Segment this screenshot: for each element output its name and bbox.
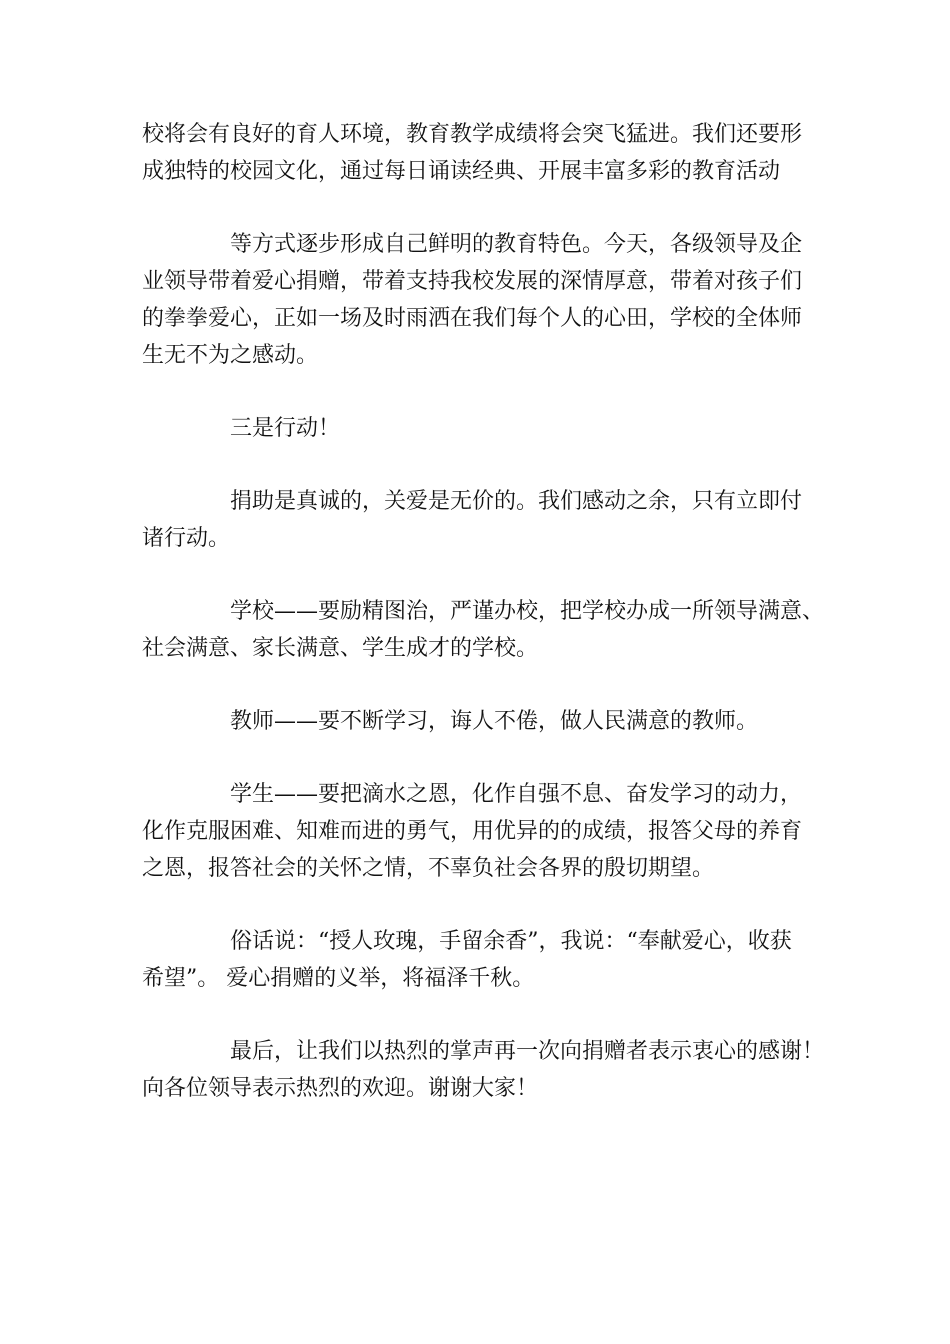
paragraph-5 [142, 593, 832, 667]
text-line: 最后，让我们以热烈的掌声再一次向捐赠者表示衷心的感谢！ [230, 1039, 825, 1064]
text-line: 捐助是真诚的，关爱是无价的。我们感动之余，只有立即付 [230, 489, 803, 514]
text-line: 成独特的校园文化，通过每日诵读经典、开展丰富多彩的教育活动 [142, 159, 781, 184]
paragraph-3 [142, 410, 832, 447]
text-line: 诸行动。 [142, 526, 231, 551]
text-line: 化作克服困难、知难而进的勇气，用优异的的成绩，报答父母的养育 [142, 819, 803, 844]
text-line: 教师——要不断学习，诲人不倦，做人民满意的教师。 [230, 709, 759, 734]
paragraph-2 [142, 226, 832, 374]
text-line: 之恩，报答社会的关怀之情，不辜负社会各界的殷切期望。 [142, 856, 715, 881]
text-line: 业领导带着爱心捐赠，带着支持我校发展的深情厚意，带着对孩子们 [142, 269, 803, 294]
paragraph-1 [142, 116, 832, 190]
document-body [142, 116, 832, 1143]
text-line: 俗话说：“授人玫瑰，手留余香”，我说：“奉献爱心，收获 [230, 929, 792, 954]
text-line: 社会满意、家长满意、学生成才的学校。 [142, 636, 539, 661]
paragraph-8 [142, 923, 832, 997]
text-line: 等方式逐步形成自己鲜明的教育特色。今天，各级领导及企 [230, 232, 803, 257]
paragraph-6 [142, 703, 832, 740]
paragraph-7 [142, 776, 832, 887]
text-line: 生无不为之感动。 [142, 343, 319, 368]
text-line: 向各位领导表示热烈的欢迎。谢谢大家！ [142, 1076, 539, 1101]
text-line: 校将会有良好的育人环境，教育教学成绩将会突飞猛进。我们还要形 [142, 122, 803, 147]
text-line: 希望”。 爱心捐赠的义举，将福泽千秋。 [142, 966, 535, 991]
paragraph-4 [142, 483, 832, 557]
text-line: 学生——要把滴水之恩，化作自强不息、奋发学习的动力， [230, 782, 803, 807]
text-line: 三是行动！ [230, 416, 341, 441]
text-line: 学校——要励精图治，严谨办校，把学校办成一所领导满意、 [230, 599, 825, 624]
paragraph-9 [142, 1033, 832, 1107]
text-line: 的拳拳爱心，正如一场及时雨洒在我们每个人的心田，学校的全体师 [142, 306, 803, 331]
